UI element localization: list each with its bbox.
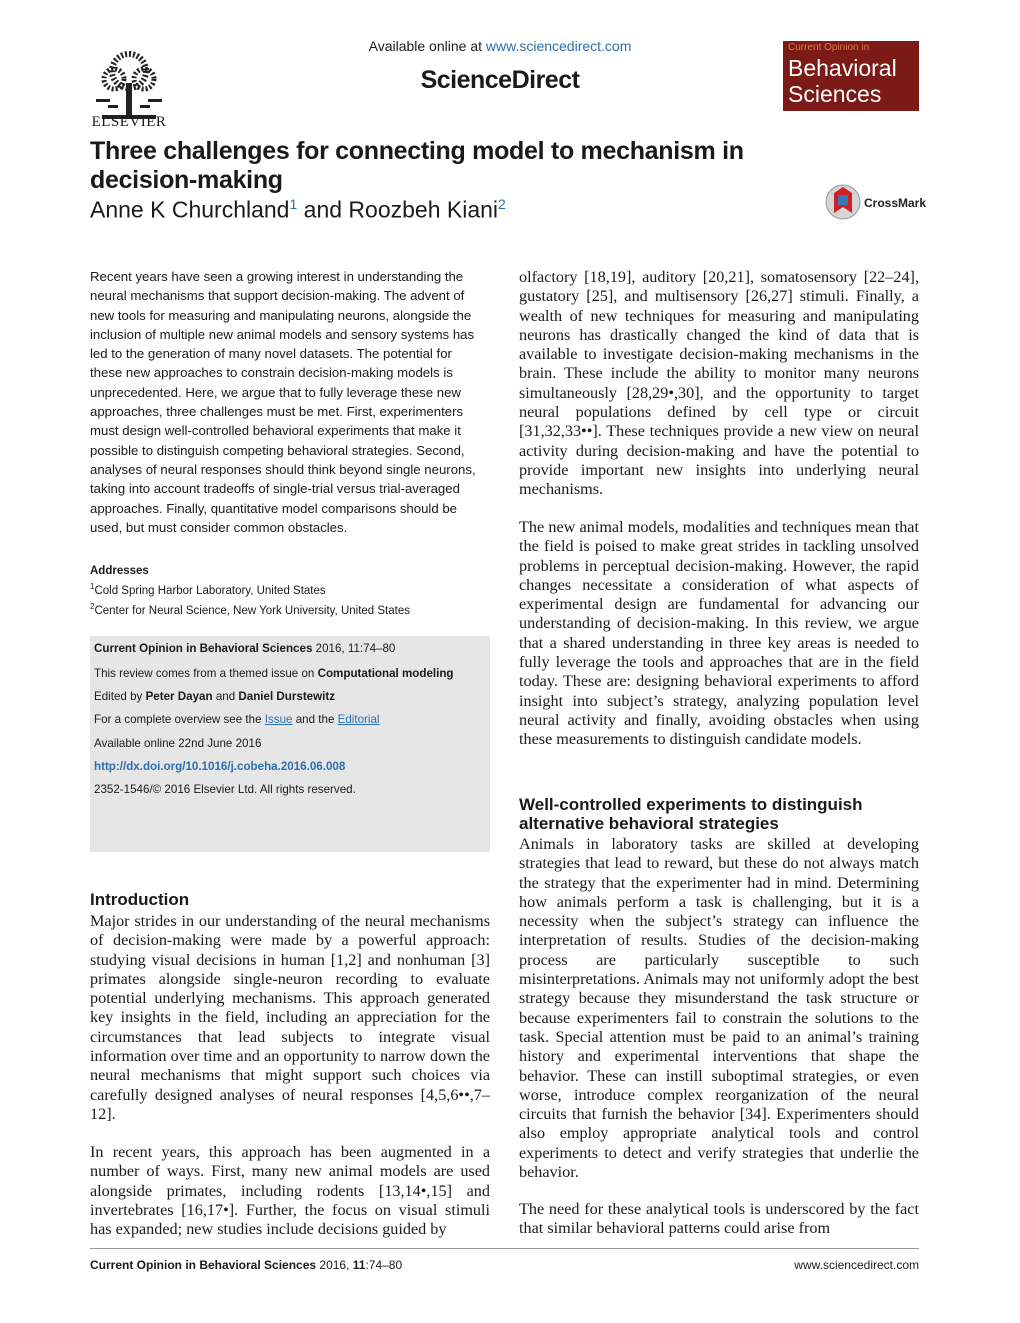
- info-editorial-link[interactable]: Editorial: [337, 713, 380, 726]
- intro-paragraph-1: Major strides in our understanding of the neural mechanisms of decision-making were made by a powerful approach: studying visual decisions in human [1,2] and nonhuman [3] primates alongside single-neuron recording to evaluate potential underlying mechanisms. This approach generated key insights in the field, including an appreciation for the circumstances that lead subjects to integrate visual information over time and an opportunity to narrow down the neural mechanisms that might support such choices via carefully designed analyses of neural responses [4,5,6••,7–12].: [90, 912, 490, 1123]
- address-1-text: Cold Spring Harbor Laboratory, United States: [94, 584, 326, 597]
- info-editor-and: and: [212, 690, 239, 703]
- crossmark-icon: [824, 183, 862, 221]
- info-doi-link[interactable]: http://dx.doi.org/10.1016/j.cobeha.2016.06.008: [94, 760, 346, 773]
- author-2-affiliation[interactable]: 2: [498, 196, 506, 212]
- crossmark-label: CrossMark: [864, 196, 927, 210]
- article-title: Three challenges for connecting model to mechanism in decision-making: [90, 137, 744, 194]
- info-editor-2: Daniel Durstewitz: [238, 690, 336, 703]
- info-themed-row: [94, 667, 454, 680]
- info-themed-prefix: This review comes from a themed issue on: [94, 667, 318, 680]
- journal-logo-small-text: Current Opinion in: [788, 42, 870, 53]
- journal-logo-title: [788, 55, 897, 107]
- author-1: Anne K Churchland: [90, 196, 290, 223]
- address-1-sup: 1: [90, 582, 95, 591]
- info-overview-prefix: For a complete overview see the: [94, 713, 265, 726]
- info-themed-topic: Computational modeling: [317, 667, 454, 680]
- footer-url[interactable]: www.sciencedirect.com: [794, 1258, 919, 1272]
- address-2-sup: 2: [90, 601, 95, 611]
- info-citation: 2016, 11:74–80: [312, 642, 396, 655]
- footer-citation: [90, 1258, 402, 1272]
- footer-journal: Current Opinion in Behavioral Sciences: [90, 1258, 317, 1272]
- intro-paragraph-2: In recent years, this approach has been augmented in a number of ways. First, many new animal models are used alongside primates, including rodents [13,14•,15] and invertebrates [16,17•]. Further, the focus on visual stimuli has expanded; new studies include decisions guided by: [90, 1143, 490, 1239]
- info-available: Available online 22nd June 2016: [94, 737, 262, 750]
- address-2-text: Center for Neural Science, New York University, United States: [94, 604, 410, 617]
- footer-pages: :74–80: [365, 1258, 403, 1272]
- addresses: [90, 564, 490, 619]
- article-info-box: [90, 636, 490, 852]
- footer-volume: 11: [352, 1258, 366, 1272]
- intro-paragraph-3: olfactory [18,19], auditory [20,21], somatosensory [22–24], gustatory [25], and multisensory [26,27] stimuli. Finally, a wealth of new techniques for measuring and manipulating neurons has drastically changed the kind of data that is available to investigate decision-making mechanisms in the brain. These include the ability to monitor many neurons simultaneously [28,29•,30], and the opportunity to target neural populations defined by cell type or circuit [31,32,33••]. These techniques provide a new view on neural activity during decision-making and have the potential to provide important new insights into underlying neural mechanisms.: [519, 268, 919, 499]
- info-overview-row: [94, 713, 380, 726]
- info-editor-1: Peter Dayan: [145, 690, 213, 703]
- address-1: [90, 579, 490, 599]
- address-2: [90, 599, 490, 619]
- info-overview-and: and the: [292, 713, 338, 726]
- journal-logo-line1: Behavioral: [788, 55, 897, 81]
- intro-heading: Introduction: [90, 890, 190, 909]
- abstract: Recent years have seen a growing interest in understanding the neural mechanisms that support decision-making. The advent of new tools for measuring and manipulating neurons, alongside the inclusion of multiple new animal models and sensory systems has led to the generation of many novel datasets. The potential for these new approaches to constrain decision-making models is unprecedented. Here, we argue that to fully leverage these new approaches, three challenges must be met. First, experimenters must design well-controlled behavioral experiments that make it possible to distinguish competing behavioral strategies. Second, analyses of neural responses should think beyond single neurons, taking into account tradeoffs of single-trial versus trial-averaged approaches. Finally, quantitative model comparisons should be used, but must consider common obstacles.: [90, 269, 476, 535]
- info-journal: Current Opinion in Behavioral Sciences: [94, 642, 313, 655]
- author-1-affiliation[interactable]: 1: [289, 196, 298, 212]
- section-2-paragraph-1: Animals in laboratory tasks are skilled at developing strategies that lead to reward, but these do not always match the strategy that the experimenter had in mind. Determining how animals perform a task is challenging, but it is a necessity when the subject’s strategy can influence the interpretation of results. Studies of the decision-making process are particularly susceptible to such misinterpretations. Animals may not uniformly adopt the best strategy because they misunderstand the task structure or because experimenters fail to constrain the solutions to the task. Special attention must be paid to an animal’s training history and experimental interventions that shape the behavior. These can instill suboptimal strategies, or even worse, introduce complex reorganization of the neural circuits that furnish the behavior [34]. Experimenters should also employ appropriate analytical tools and control experiments to detect and verify strategies that underlie the behavior.: [519, 835, 919, 1182]
- available-prefix: Available online at: [368, 38, 486, 54]
- info-edited-row: [94, 690, 335, 703]
- sciencedirect-link[interactable]: www.sciencedirect.com: [485, 38, 632, 54]
- author-and: and: [297, 196, 349, 223]
- journal-logo-line2: Sciences: [788, 81, 882, 107]
- info-edited-prefix: Edited by: [94, 690, 146, 703]
- sciencedirect-brand: ScienceDirect: [420, 66, 580, 94]
- author-line: [90, 196, 506, 224]
- journal-logo: [783, 41, 919, 111]
- addresses-heading: Addresses: [90, 565, 149, 577]
- footer-divider: [90, 1248, 919, 1249]
- crossmark-badge[interactable]: [824, 183, 927, 223]
- author-2: Roozbeh Kiani: [348, 196, 499, 223]
- intro-paragraph-4: The new animal models, modalities and techniques mean that the field is poised to make great strides in tackling unsolved problems in perceptual decision-making. However, the rapid changes necessitate a consideration of what aspects of experimental design are fundamental for advancing our understanding of decision-making. In this review, we argue that a shared understanding in three key areas is needed to fully leverage the tools and approaches that are in the field today. These are: designing behavioral experiments to afford insight into subject’s strategy, analyzing population level neural activity and finally, avoiding obstacles when using these measurements to distinguish candidate models.: [519, 518, 919, 749]
- section-2-paragraph-2: The need for these analytical tools is underscored by the fact that similar behavioral patterns could arise from: [519, 1200, 919, 1238]
- footer-year: 2016,: [316, 1258, 353, 1272]
- available-online-line: [300, 38, 700, 54]
- publisher-name: ELSEVIER: [91, 114, 167, 130]
- info-journal-row: [94, 642, 395, 655]
- info-rights: 2352-1546/© 2016 Elsevier Ltd. All rights reserved.: [94, 783, 356, 796]
- section-2-heading: Well-controlled experiments to distinguish alternative behavioral strategies: [519, 795, 863, 833]
- info-issue-link[interactable]: Issue: [264, 713, 293, 726]
